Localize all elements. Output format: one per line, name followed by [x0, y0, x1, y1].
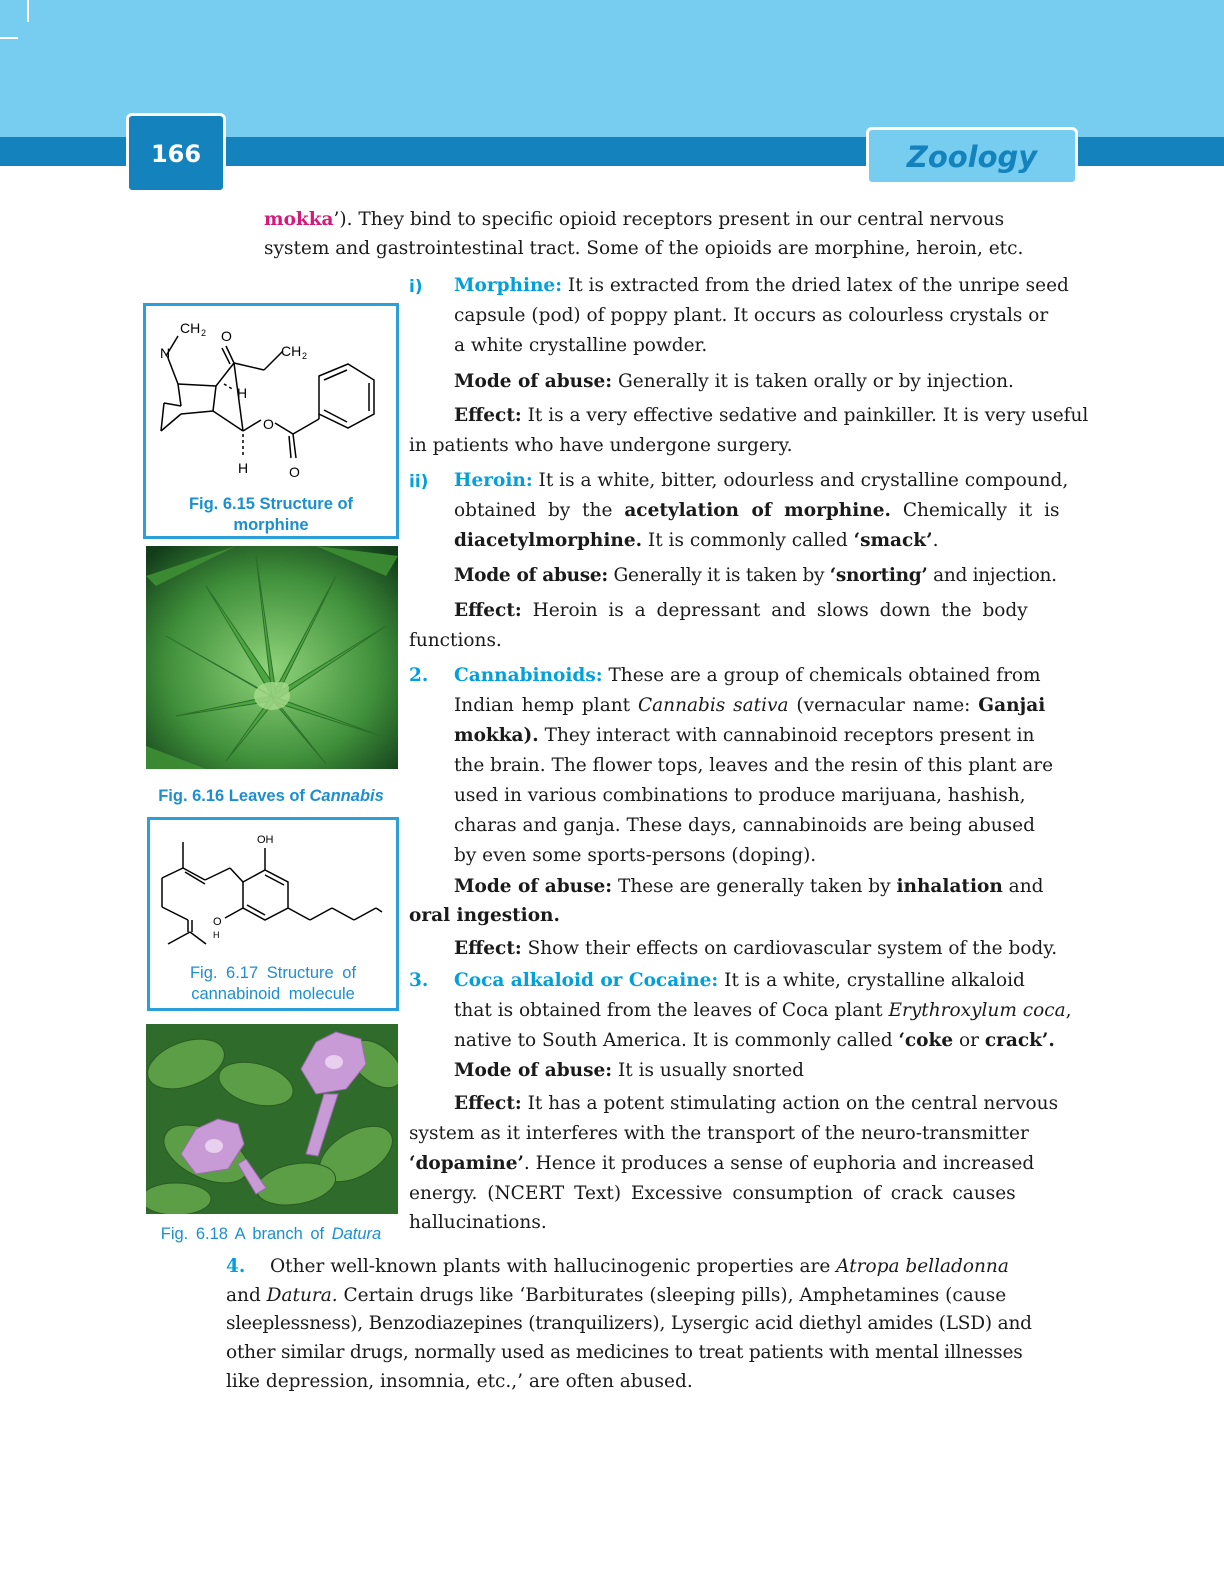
text: or [953, 1030, 985, 1051]
atom-label: H [237, 385, 248, 401]
other-line-1 [270, 1252, 1009, 1282]
cannabinoids-line-4: the brain. The flower tops, leaves and the resin of this plant are [454, 755, 1054, 776]
heroin-line-1 [454, 466, 1068, 496]
cocaine-marker: 3. [409, 970, 429, 991]
text: and [1002, 876, 1044, 897]
other-marker: 4. [226, 1256, 246, 1277]
cocaine-effect-5: hallucinations. [409, 1212, 547, 1233]
other-line-3: sleeplessness), Benzodiazepines (tranquilizers), Lysergic acid diethyl amides (LSD) and [226, 1313, 1032, 1334]
atom-subscript: 2 [201, 328, 207, 338]
other-line-5: like depression, insomnia, etc.,’ are often abused. [226, 1371, 693, 1392]
text: . [932, 530, 939, 551]
heroin-line-3 [454, 526, 938, 556]
text-bold: inhalation [896, 876, 1003, 897]
effect-label: Effect: [454, 1093, 522, 1114]
figure-caption [150, 963, 396, 1005]
heroin-mode [454, 561, 1057, 591]
cannabinoids-line-2 [454, 691, 1045, 721]
cocaine-effect-2: system as it interferes with the transport of the neuro-transmitter [409, 1123, 1029, 1144]
cocaine-effect-4: energy. (NCERT Text) Excessive consumption of crack causes [409, 1183, 1016, 1204]
heroin-text: It is a white, bitter, odourless and crystalline compound, [532, 470, 1069, 491]
atom-label: O [263, 416, 274, 432]
atom-label: CH [281, 343, 302, 359]
text-italic: Cannabis sativa [637, 695, 789, 716]
text: and [226, 1285, 267, 1306]
effect-text: Heroin is a depressant and slows down the body [521, 600, 1028, 621]
cannabinoid-structure-diagram [150, 820, 396, 950]
caption-line: cannabinoid molecule [191, 985, 355, 1003]
heroin-effect-2: functions. [409, 630, 502, 651]
figure-caption [143, 1224, 399, 1245]
atom-label: H [238, 460, 249, 476]
datura-branch-photo [146, 1024, 398, 1214]
morphine-effect-2: in patients who have undergone surgery. [409, 435, 793, 456]
intro-line-2: system and gastrointestinal tract. Some of the opioids are morphine, heroin, etc. [264, 238, 1024, 259]
text: obtained by the [454, 500, 625, 521]
cannabinoids-line-6: charas and ganja. These days, cannabinoids are being abused [454, 815, 1035, 836]
heroin-title: Heroin: [454, 470, 533, 491]
page-number-box [126, 113, 226, 193]
text: Certain drugs like ‘Barbiturates (sleeping pills), Amphetamines (cause [337, 1285, 1007, 1306]
cannabis-leaves-photo [146, 546, 398, 769]
text: (vernacular name: [788, 695, 979, 716]
text: . Hence it produces a sense of euphoria and increased [523, 1153, 1035, 1174]
text-bold: ‘smack’ [853, 530, 933, 551]
cocaine-effect-1 [454, 1089, 1058, 1119]
text: It is commonly called [642, 530, 854, 551]
figure-6-17 [147, 817, 399, 1011]
mode-label: Mode of abuse: [454, 371, 613, 392]
caption-italic: Cannabis [309, 787, 384, 805]
atom-label: H [213, 930, 220, 940]
text-bold: ‘coke [898, 1030, 954, 1051]
text-italic: Erythroxylum coca [888, 1000, 1066, 1021]
atom-label: OH [257, 834, 274, 846]
morphine-line-3: a white crystalline powder. [454, 335, 708, 356]
morphine-effect-1 [454, 401, 1088, 431]
text-bold: mokka). [454, 725, 539, 746]
caption-text: Fig. 6.18 A branch of [160, 1225, 332, 1243]
cannabinoids-line-5: used in various combinations to produce marijuana, hashish, [454, 785, 1026, 806]
intro-line-1 [264, 205, 1004, 235]
mode-label: Mode of abuse: [454, 876, 613, 897]
caption-line: Fig. 6.15 Structure of [188, 495, 354, 513]
cannabinoids-effect [454, 934, 1057, 964]
other-line-2 [226, 1281, 1006, 1311]
text: Chemically it is [890, 500, 1060, 521]
morphine-marker: i) [409, 277, 423, 297]
text: , [1065, 1000, 1072, 1021]
text: Indian hemp plant [454, 695, 638, 716]
cannabis-image [146, 546, 398, 769]
text-italic: Datura. [266, 1285, 338, 1306]
subject-box [866, 127, 1078, 185]
intro-text: ’). They bind to specific opioid receptors present in our central nervous [333, 209, 1005, 230]
cocaine-title: Coca alkaloid or Cocaine: [454, 970, 719, 991]
cannabinoids-mode-2: oral ingestion. [409, 905, 560, 926]
atom-label: O [213, 916, 222, 928]
atom-label: CH [180, 320, 201, 336]
crop-mark [27, 0, 29, 22]
figure-caption [143, 786, 399, 807]
morphine-title: Morphine: [454, 275, 563, 296]
effect-text: It has a potent stimulating action on the central nervous [521, 1093, 1059, 1114]
cocaine-line-1 [454, 966, 1025, 996]
morphine-line-1 [454, 271, 1069, 301]
subject-title: Zoology [906, 140, 1038, 174]
cocaine-line-2 [454, 996, 1072, 1026]
text: These are generally taken by [612, 876, 897, 897]
heroin-effect-1 [454, 596, 1028, 626]
text: and injection. [927, 565, 1057, 586]
morphine-mode [454, 367, 1014, 397]
text-italic: Atropa belladonna [836, 1256, 1009, 1277]
text-bold: acetylation of morphine. [624, 500, 891, 521]
caption-line: Fig. 6.17 Structure of [189, 964, 357, 982]
mode-text: Generally it is taken orally or by injection. [612, 371, 1014, 392]
morphine-text: It is extracted from the dried latex of the unripe seed [562, 275, 1069, 296]
cannabinoids-line-3 [454, 721, 1034, 751]
heroin-marker: ii) [409, 472, 429, 492]
effect-label: Effect: [454, 600, 522, 621]
mode-label: Mode of abuse: [454, 1060, 613, 1081]
cannabinoids-marker: 2. [409, 665, 429, 686]
effect-label: Effect: [454, 938, 522, 959]
page-number: 166 [150, 140, 202, 168]
text-bold: ‘dopamine’ [409, 1153, 524, 1174]
text: These are a group of chemicals obtained from [602, 665, 1041, 686]
cannabinoids-line-7: by even some sports-persons (doping). [454, 845, 817, 866]
intro-mokka: mokka [264, 209, 334, 230]
morphine-line-2: capsule (pod) of poppy plant. It occurs as colourless crystals or [454, 305, 1049, 326]
text-bold: ‘snorting’ [829, 565, 928, 586]
text-bold: diacetylmorphine. [454, 530, 643, 551]
atom-label: O [289, 464, 300, 480]
text: Other well-known plants with hallucinogenic properties are [270, 1256, 837, 1277]
cannabinoids-mode [454, 872, 1043, 902]
text: They interact with cannabinoid receptors present in [538, 725, 1035, 746]
cocaine-effect-3 [409, 1149, 1034, 1179]
text: It is a white, crystalline alkaloid [718, 970, 1025, 991]
figure-caption [146, 494, 396, 536]
effect-text: It is a very effective sedative and painkiller. It is very useful [521, 405, 1089, 426]
effect-label: Effect: [454, 405, 522, 426]
text-bold: Ganjai [978, 695, 1046, 716]
crop-mark [0, 37, 18, 39]
cannabinoids-title: Cannabinoids: [454, 665, 603, 686]
cannabinoids-line-1 [454, 661, 1041, 691]
other-line-4: other similar drugs, normally used as medicines to treat patients with mental illnesses [226, 1342, 1023, 1363]
text-bold: crack’. [984, 1030, 1055, 1051]
text: native to South America. It is commonly called [454, 1030, 899, 1051]
caption-italic: Datura [331, 1225, 382, 1243]
mode-label: Mode of abuse: [454, 565, 608, 586]
atom-label: O [221, 328, 232, 344]
caption-line: morphine [233, 516, 309, 534]
datura-image [146, 1024, 398, 1214]
caption-text: Fig. 6.16 Leaves of [158, 787, 310, 805]
figure-6-15 [143, 303, 399, 539]
cocaine-mode [454, 1056, 804, 1086]
cocaine-line-3 [454, 1026, 1055, 1056]
mode-text: It is usually snorted [612, 1060, 805, 1081]
effect-text: Show their effects on cardiovascular system of the body. [521, 938, 1058, 959]
text: Generally it is taken by [607, 565, 830, 586]
atom-label: N [160, 345, 171, 361]
heroin-line-2 [454, 496, 1060, 526]
text: that is obtained from the leaves of Coca plant [454, 1000, 889, 1021]
atom-subscript: 2 [302, 351, 308, 361]
